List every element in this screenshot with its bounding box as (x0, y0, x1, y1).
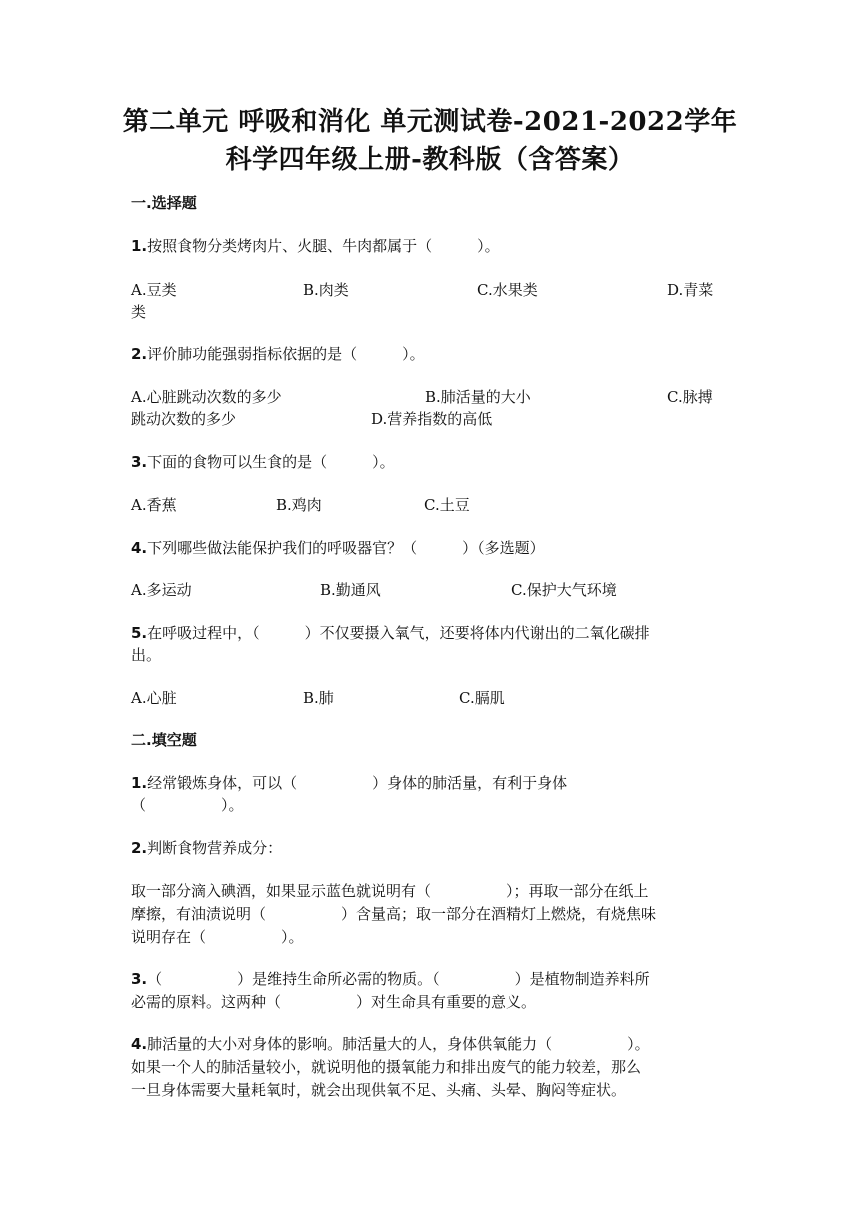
fill-question-2-line: 说明存在（ ）。 (131, 928, 304, 946)
option-c: C.脉搏 (667, 388, 713, 406)
question-number: 5. (131, 624, 148, 642)
question-text: 下列哪些做法能保护我们的呼吸器官？（ ）（多选题） (147, 539, 545, 557)
section-heading-fill: 二.填空题 (131, 731, 197, 749)
question-text: 肺活量的大小对身体的影响。肺活量大的人，身体供氧能力（ ）。 (147, 1035, 650, 1053)
question-5 (131, 622, 731, 644)
fill-question-1 (131, 772, 731, 794)
question-4 (131, 537, 731, 559)
question-number: 3. (131, 970, 148, 988)
section-heading-choice: 一.选择题 (131, 194, 197, 212)
question-number: 1. (131, 237, 148, 255)
fill-question-3 (131, 968, 731, 990)
option-c: C.保护大气环境 (511, 581, 617, 599)
question-1 (131, 235, 731, 257)
question-3 (131, 451, 731, 473)
question-text: 判断食物营养成分： (147, 839, 283, 857)
page-subtitle: 科学四年级上册-教科版（含答案） (225, 145, 635, 175)
option-c: C.土豆 (424, 496, 470, 514)
fill-question-4-line: 一旦身体需要大量耗氧时，就会出现供氧不足、头痛、头晕、胸闷等症状。 (131, 1081, 627, 1099)
question-text: 经常锻炼身体，可以（ ）身体的肺活量，有利于身体 (147, 774, 568, 792)
question-number: 3. (131, 453, 148, 471)
question-number: 4. (131, 539, 148, 557)
question-text: （ ）是维持生命所必需的物质。（ ）是植物制造养料所 (147, 970, 650, 988)
fill-question-2-line: 取一部分滴入碘酒，如果显示蓝色就说明有（ ）；再取一部分在纸上 (131, 882, 649, 900)
option-a: A.多运动 (131, 581, 192, 599)
question-text: 在呼吸过程中，（ ）不仅要摄入氧气，还要将体内代谢出的二氧化碳排 (147, 624, 650, 642)
question-5-wrap: 出。 (131, 646, 162, 664)
question-text: 评价肺功能强弱指标依据的是（ ）。 (147, 345, 425, 363)
question-text: 按照食物分类烤肉片、火腿、牛肉都属于（ ）。 (147, 237, 500, 255)
option-a: A.豆类 (131, 281, 177, 299)
option-c-wrap: 跳动次数的多少 (131, 410, 237, 428)
option-d-wrap: 类 (131, 303, 147, 321)
fill-question-3-wrap: 必需的原料。这两种（ ）对生命具有重要的意义。 (131, 993, 537, 1011)
fill-question-2-line: 摩擦，有油渍说明（ ）含量高；取一部分在酒精灯上燃烧，有烧焦味 (131, 905, 657, 923)
option-d: D.青菜 (667, 281, 714, 299)
option-b: B.肉类 (303, 281, 349, 299)
fill-question-4-line: 如果一个人的肺活量较小，就说明他的摄氧能力和排出废气的能力较差，那么 (131, 1058, 642, 1076)
question-number: 2. (131, 839, 148, 857)
option-c: C.水果类 (477, 281, 538, 299)
fill-question-4 (131, 1033, 731, 1055)
fill-question-2 (131, 837, 731, 859)
option-c: C.膈肌 (459, 689, 505, 707)
question-text: 下面的食物可以生食的是（ ）。 (147, 453, 395, 471)
page-title: 第二单元 呼吸和消化 单元测试卷-2021-2022学年 (122, 107, 738, 137)
option-b: B.肺活量的大小 (425, 388, 531, 406)
option-d: D.营养指数的高低 (371, 410, 493, 428)
option-a: A.心脏 (131, 689, 177, 707)
question-number: 2. (131, 345, 148, 363)
option-a: A.心脏跳动次数的多少 (131, 388, 282, 406)
option-a: A.香蕉 (131, 496, 177, 514)
question-number: 1. (131, 774, 148, 792)
option-b: B.勤通风 (320, 581, 381, 599)
fill-question-1-wrap: （ ）。 (131, 796, 244, 814)
question-2 (131, 343, 731, 365)
option-b: B.鸡肉 (276, 496, 322, 514)
option-b: B.肺 (303, 689, 334, 707)
question-number: 4. (131, 1035, 148, 1053)
